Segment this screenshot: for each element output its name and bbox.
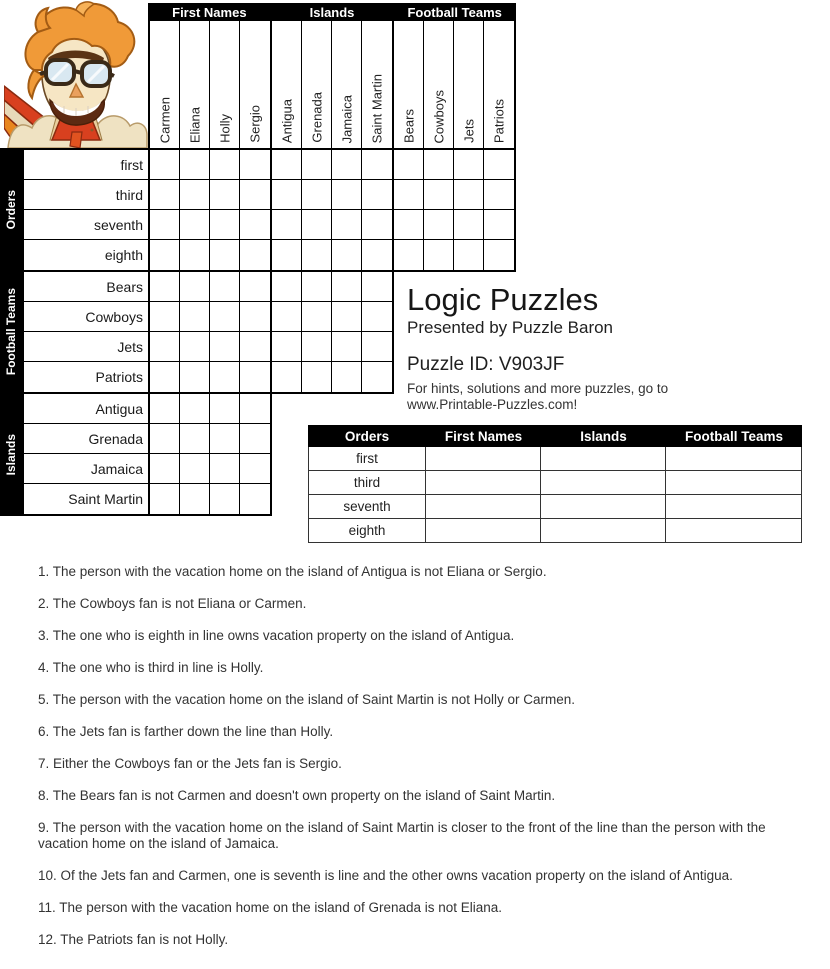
column-label-cell <box>210 21 240 148</box>
grid-cell[interactable] <box>484 240 514 270</box>
answer-cell[interactable] <box>426 447 541 470</box>
answer-header-first-names: First Names <box>444 428 523 444</box>
clue-10: 10. Of the Jets fan and Carmen, one is seventh is line and the other owns vacation property on the island of Antigua. <box>38 867 733 883</box>
grid-cell[interactable] <box>362 362 392 392</box>
grid-cell[interactable] <box>454 210 484 240</box>
answer-cell[interactable] <box>666 471 801 494</box>
grid-cell[interactable] <box>454 150 484 180</box>
grid-cell[interactable] <box>332 332 362 362</box>
grid-cell[interactable] <box>332 180 362 210</box>
row-label: eighth <box>104 247 143 263</box>
column-label: Saint Martin <box>369 73 385 143</box>
column-label-cell <box>150 21 180 148</box>
grid-cell[interactable] <box>302 210 332 240</box>
answer-table-header <box>308 425 802 447</box>
grid-cell[interactable] <box>150 362 180 392</box>
grid-cell[interactable] <box>210 454 240 484</box>
column-labels-football-teams <box>392 21 516 150</box>
answer-table <box>308 425 802 543</box>
grid-cell[interactable] <box>332 240 362 270</box>
column-label: Grenada <box>309 92 324 143</box>
column-label-cell <box>394 21 424 148</box>
answer-cell[interactable] <box>426 519 541 542</box>
grid-cell[interactable] <box>484 180 514 210</box>
answer-table-body <box>308 447 802 543</box>
grid-cell[interactable] <box>150 150 180 180</box>
grid-cell[interactable] <box>332 302 362 332</box>
row-labels-islands <box>22 392 150 516</box>
answer-cell[interactable] <box>666 495 801 518</box>
grid-cell[interactable] <box>240 484 270 514</box>
grid-cell[interactable] <box>302 240 332 270</box>
answer-row-label: eighth <box>309 519 426 542</box>
grid-cell[interactable] <box>150 424 180 454</box>
grid-cell[interactable] <box>210 272 240 302</box>
grid-cell[interactable] <box>180 362 210 392</box>
grid-cell[interactable] <box>394 240 424 270</box>
grid-cell[interactable] <box>484 150 514 180</box>
grid-cell[interactable] <box>302 180 332 210</box>
row-label: Bears <box>24 272 150 302</box>
grid-cell[interactable] <box>362 272 392 302</box>
grid-cell[interactable] <box>150 180 180 210</box>
grid-cell[interactable] <box>240 240 270 270</box>
grid-cell[interactable] <box>424 240 454 270</box>
grid-cell[interactable] <box>180 240 210 270</box>
grid-cell[interactable] <box>302 332 332 362</box>
grid-cell[interactable] <box>272 180 302 210</box>
row-group-sidebar <box>0 148 22 516</box>
row-group-islands <box>0 393 22 516</box>
row-label: first <box>24 150 150 180</box>
grid-cell[interactable] <box>240 302 270 332</box>
grid-cell[interactable] <box>424 180 454 210</box>
grid-cell[interactable] <box>210 210 240 240</box>
grid-cell[interactable] <box>272 272 302 302</box>
clue-3: 3. The one who is eighth in line owns vacation property on the island of Antigua. <box>38 628 515 643</box>
grid-block-teams-names <box>148 270 272 394</box>
row-group-football-teams <box>0 271 22 394</box>
column-label: Jamaica <box>339 94 354 143</box>
column-label: Jets <box>461 119 476 143</box>
answer-row <box>309 471 801 495</box>
grid-cell[interactable] <box>240 362 270 392</box>
clue-4: 4. The one who is third in line is Holly. <box>38 660 264 675</box>
grid-cell[interactable] <box>302 272 332 302</box>
grid-cell[interactable] <box>150 302 180 332</box>
column-label: Bears <box>401 109 416 143</box>
column-label-cell <box>240 21 270 148</box>
column-label: Antigua <box>279 98 294 143</box>
clue-12: 12. The Patriots fan is not Holly. <box>38 931 229 947</box>
grid-cell[interactable] <box>272 240 302 270</box>
grid-block-orders-islands <box>270 148 394 272</box>
grid-cell[interactable] <box>302 150 332 180</box>
grid-cell[interactable] <box>362 180 392 210</box>
row-label: third <box>24 180 150 210</box>
row-group-label: Islands <box>4 434 18 476</box>
grid-block-islands-names <box>148 392 272 516</box>
clue-9: 9. The person with the vacation home on the island of Saint Martin is closer to the front of the line than the person with the vacation home on the island of Jamaica. <box>38 820 766 851</box>
row-label: Patriots <box>95 369 143 385</box>
grid-cell[interactable] <box>394 180 424 210</box>
grid-cell[interactable] <box>210 484 240 514</box>
grid-cell[interactable] <box>150 240 180 270</box>
grid-cell[interactable] <box>332 210 362 240</box>
grid-cell[interactable] <box>240 210 270 240</box>
answer-row <box>309 495 801 519</box>
answer-row <box>309 447 801 471</box>
grid-cell[interactable] <box>240 394 270 424</box>
answer-cell[interactable] <box>541 447 666 470</box>
column-labels-first-names <box>148 21 272 150</box>
column-group-football-teams: Football Teams <box>407 4 502 20</box>
column-label-cell <box>302 21 332 148</box>
grid-cell[interactable] <box>272 302 302 332</box>
grid-cell[interactable] <box>394 150 424 180</box>
grid-cell[interactable] <box>302 302 332 332</box>
column-label: Sergio <box>247 105 263 143</box>
answer-cell[interactable] <box>541 519 666 542</box>
grid-cell[interactable] <box>332 362 362 392</box>
grid-cell[interactable] <box>210 150 240 180</box>
row-label: Cowboys <box>24 302 150 332</box>
column-group-islands: Islands <box>309 4 355 20</box>
row-labels-football-teams <box>22 270 150 394</box>
grid-cell[interactable] <box>150 272 180 302</box>
column-label: Cowboys <box>431 89 446 143</box>
hint-line-2: www.Printable-Puzzles.com! <box>407 397 578 412</box>
answer-row <box>309 519 801 542</box>
grid-cell[interactable] <box>180 454 210 484</box>
column-label-cell <box>332 21 362 148</box>
clue-1: 1. The person with the vacation home on the island of Antigua is not Eliana or Sergio. <box>38 564 547 579</box>
grid-cell[interactable] <box>210 424 240 454</box>
grid-cell[interactable] <box>210 180 240 210</box>
grid-cell[interactable] <box>180 210 210 240</box>
clue-7: 7. Either the Cowboys fan or the Jets fan is Sergio. <box>38 756 342 771</box>
grid-cell[interactable] <box>180 150 210 180</box>
grid-cell[interactable] <box>150 210 180 240</box>
grid-cell[interactable] <box>180 180 210 210</box>
grid-cell[interactable] <box>150 394 180 424</box>
row-labels-orders <box>22 148 150 272</box>
grid-cell[interactable] <box>362 332 392 362</box>
grid-cell[interactable] <box>272 210 302 240</box>
grid-cell[interactable] <box>240 424 270 454</box>
column-label: Carmen <box>157 96 172 143</box>
grid-cell[interactable] <box>240 332 270 362</box>
answer-cell[interactable] <box>541 471 666 494</box>
column-label-cell <box>272 21 302 148</box>
row-label: Grenada <box>24 424 150 454</box>
grid-cell[interactable] <box>180 394 210 424</box>
column-labels-islands <box>270 21 394 150</box>
row-label: Saint Martin <box>68 491 143 507</box>
grid-cell[interactable] <box>362 240 392 270</box>
grid-block-teams-islands <box>270 270 394 394</box>
column-group-header-bar <box>148 3 516 21</box>
grid-cell[interactable] <box>240 272 270 302</box>
grid-cell[interactable] <box>240 180 270 210</box>
grid-cell[interactable] <box>180 272 210 302</box>
grid-cell[interactable] <box>210 362 240 392</box>
column-label-cell <box>484 21 514 148</box>
grid-cell[interactable] <box>210 302 240 332</box>
grid-cell[interactable] <box>362 302 392 332</box>
column-label-cell <box>180 21 210 148</box>
hint-line-1: For hints, solutions and more puzzles, go to <box>407 381 669 396</box>
column-label: Holly <box>217 114 232 143</box>
grid-cell[interactable] <box>150 332 180 362</box>
column-label-cell <box>454 21 484 148</box>
column-label-cell <box>362 21 392 148</box>
clue-6: 6. The Jets fan is farther down the line than Holly. <box>38 724 334 739</box>
grid-block-orders-names <box>148 148 272 272</box>
grid-cell[interactable] <box>484 210 514 240</box>
clue-list <box>38 564 814 964</box>
puzzle-id: Puzzle ID: V903JF <box>407 354 565 375</box>
grid-cell[interactable] <box>424 210 454 240</box>
answer-row-label: third <box>309 471 426 494</box>
grid-cell[interactable] <box>210 394 240 424</box>
answer-row-label: seventh <box>309 495 426 518</box>
row-label: seventh <box>24 210 150 240</box>
grid-cell[interactable] <box>332 272 362 302</box>
grid-cell[interactable] <box>424 150 454 180</box>
row-group-label: Football Teams <box>4 288 18 376</box>
row-group-label: Orders <box>4 189 18 230</box>
column-label-cell <box>424 21 454 148</box>
grid-cell[interactable] <box>394 210 424 240</box>
row-group-orders <box>0 148 22 271</box>
answer-cell[interactable] <box>666 519 801 542</box>
clue-2: 2. The Cowboys fan is not Eliana or Carmen. <box>38 596 307 611</box>
aviator-mascot-icon <box>4 0 148 148</box>
column-label: Eliana <box>187 106 202 143</box>
grid-block-orders-teams <box>392 148 516 272</box>
grid-cell[interactable] <box>210 332 240 362</box>
answer-header-islands: Islands <box>580 428 627 444</box>
answer-cell[interactable] <box>541 495 666 518</box>
clue-11: 11. The person with the vacation home on the island of Grenada is not Eliana. <box>38 899 503 915</box>
grid-cell[interactable] <box>240 454 270 484</box>
answer-row-label: first <box>309 447 426 470</box>
grid-cell[interactable] <box>362 210 392 240</box>
page-subtitle: Presented by Puzzle Baron <box>407 318 614 337</box>
grid-cell[interactable] <box>150 484 180 514</box>
grid-cell[interactable] <box>180 302 210 332</box>
grid-cell[interactable] <box>210 240 240 270</box>
grid-cell[interactable] <box>180 332 210 362</box>
clue-5: 5. The person with the vacation home on the island of Saint Martin is not Holly or Carmen. <box>38 692 576 707</box>
grid-cell[interactable] <box>180 484 210 514</box>
row-label: Antigua <box>24 394 150 424</box>
page-title: Logic Puzzles <box>407 282 599 317</box>
grid-cell[interactable] <box>272 332 302 362</box>
hint-text <box>407 381 668 413</box>
row-label: Jets <box>24 332 150 362</box>
answer-header-football-teams: Football Teams <box>684 428 783 444</box>
title-block <box>407 284 668 413</box>
grid-cell[interactable] <box>272 150 302 180</box>
grid-cell[interactable] <box>150 454 180 484</box>
answer-cell[interactable] <box>426 495 541 518</box>
column-label: Patriots <box>491 98 507 143</box>
answer-cell[interactable] <box>666 447 801 470</box>
clue-8: 8. The Bears fan is not Carmen and doesn't own property on the island of Saint Martin. <box>38 788 556 803</box>
grid-cell[interactable] <box>240 150 270 180</box>
answer-cell[interactable] <box>426 471 541 494</box>
grid-cell[interactable] <box>302 362 332 392</box>
mascot-illustration <box>4 0 148 148</box>
answer-header-orders: Orders <box>344 428 390 444</box>
row-label: Jamaica <box>24 454 150 484</box>
grid-cell[interactable] <box>272 362 302 392</box>
grid-cell[interactable] <box>454 180 484 210</box>
grid-cell[interactable] <box>180 424 210 454</box>
grid-cell[interactable] <box>362 150 392 180</box>
grid-cell[interactable] <box>332 150 362 180</box>
grid-cell[interactable] <box>454 240 484 270</box>
column-group-first-names: First Names <box>172 4 247 20</box>
